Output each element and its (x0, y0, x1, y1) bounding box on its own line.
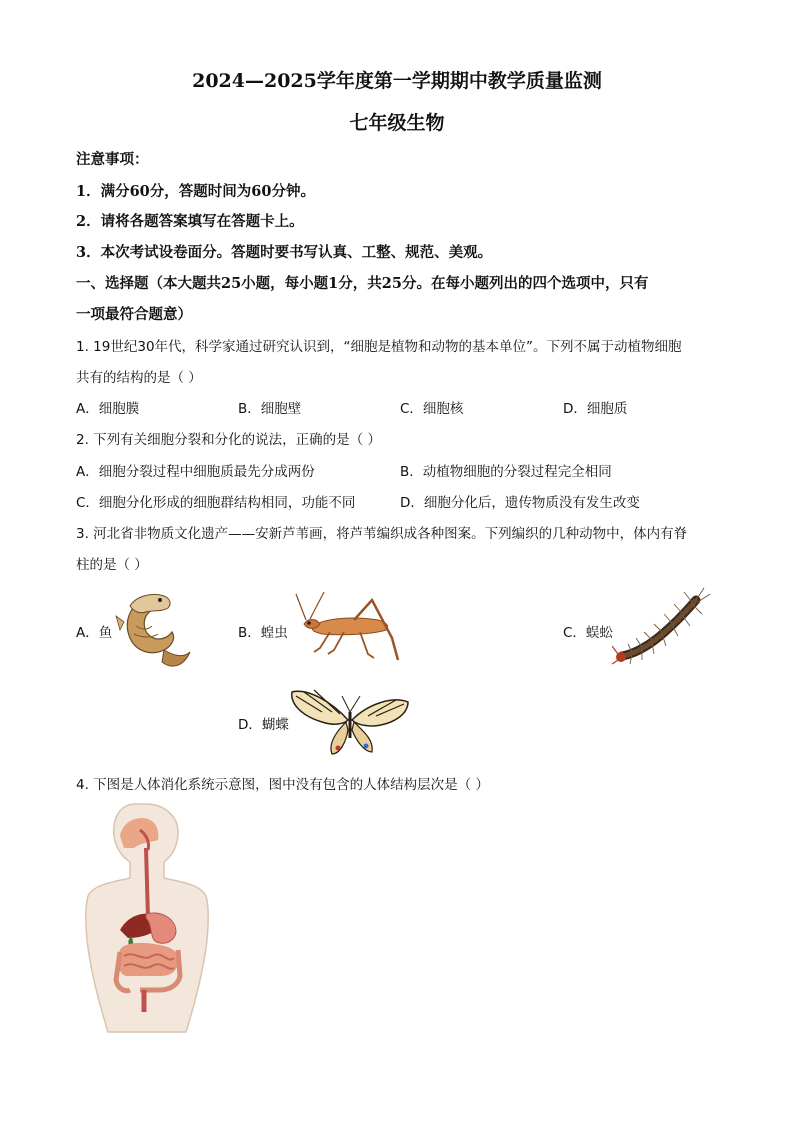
digestive-system-figure (80, 800, 214, 1038)
q1-option-d: D．细胞质 (563, 401, 628, 417)
q1-option-a: A．细胞膜 (76, 401, 140, 417)
question-3-line1: 3. 河北省非物质文化遗产——安新芦苇画，将芦苇编织成各种图案。下列编织的几种动物中，体内有脊 (76, 526, 688, 542)
fish-icon (112, 586, 192, 672)
grasshopper-icon (294, 590, 404, 664)
note-item-2: 2．请将各题答案填写在答题卡上。 (76, 213, 304, 230)
section-heading-line1: 一、选择题（本大题共25小题，每小题1分，共25分。在每小题列出的四个选项中，只有 (76, 275, 649, 292)
q1-option-b: B．细胞壁 (238, 401, 302, 417)
question-4-line1: 4. 下图是人体消化系统示意图，图中没有包含的人体结构层次是（ ） (76, 777, 489, 793)
centipede-icon (612, 584, 712, 668)
q3-option-b: B．蝗虫 (238, 625, 288, 641)
q1-option-c: C．细胞核 (400, 401, 464, 417)
q2-option-b: B．动植物细胞的分裂过程完全相同 (400, 464, 612, 480)
q3-option-d: D．蝴蝶 (238, 717, 289, 733)
question-1-line1: 1. 19世纪30年代，科学家通过研究认识到，“细胞是植物和动物的基本单位”。下列不属于动植物细胞 (76, 339, 682, 355)
page-title: 2024—2025学年度第一学期期中教学质量监测 (192, 70, 602, 92)
q2-option-a: A．细胞分裂过程中细胞质最先分成两份 (76, 464, 315, 480)
page-subtitle: 七年级生物 (349, 112, 445, 134)
notes-heading: 注意事项： (76, 151, 149, 168)
q2-option-c: C．细胞分化形成的细胞群结构相同，功能不同 (76, 495, 356, 511)
q3-option-a: A．鱼 (76, 625, 113, 641)
section-heading-line2: 一项最符合题意） (76, 306, 192, 323)
note-item-3: 3．本次考试设卷面分。答题时要书写认真、工整、规范、美观。 (76, 244, 493, 261)
question-2-line1: 2. 下列有关细胞分裂和分化的说法，正确的是（ ） (76, 432, 381, 448)
note-item-1: 1．满分60分，答题时间为60分钟。 (76, 183, 315, 200)
question-1-line2: 共有的结构的是（ ） (76, 370, 202, 386)
q2-option-d: D．细胞分化后，遗传物质没有发生改变 (400, 495, 640, 511)
q3-option-c: C．蜈蚣 (563, 625, 613, 641)
butterfly-icon (288, 682, 412, 760)
question-3-line2: 柱的是（ ） (76, 557, 148, 573)
